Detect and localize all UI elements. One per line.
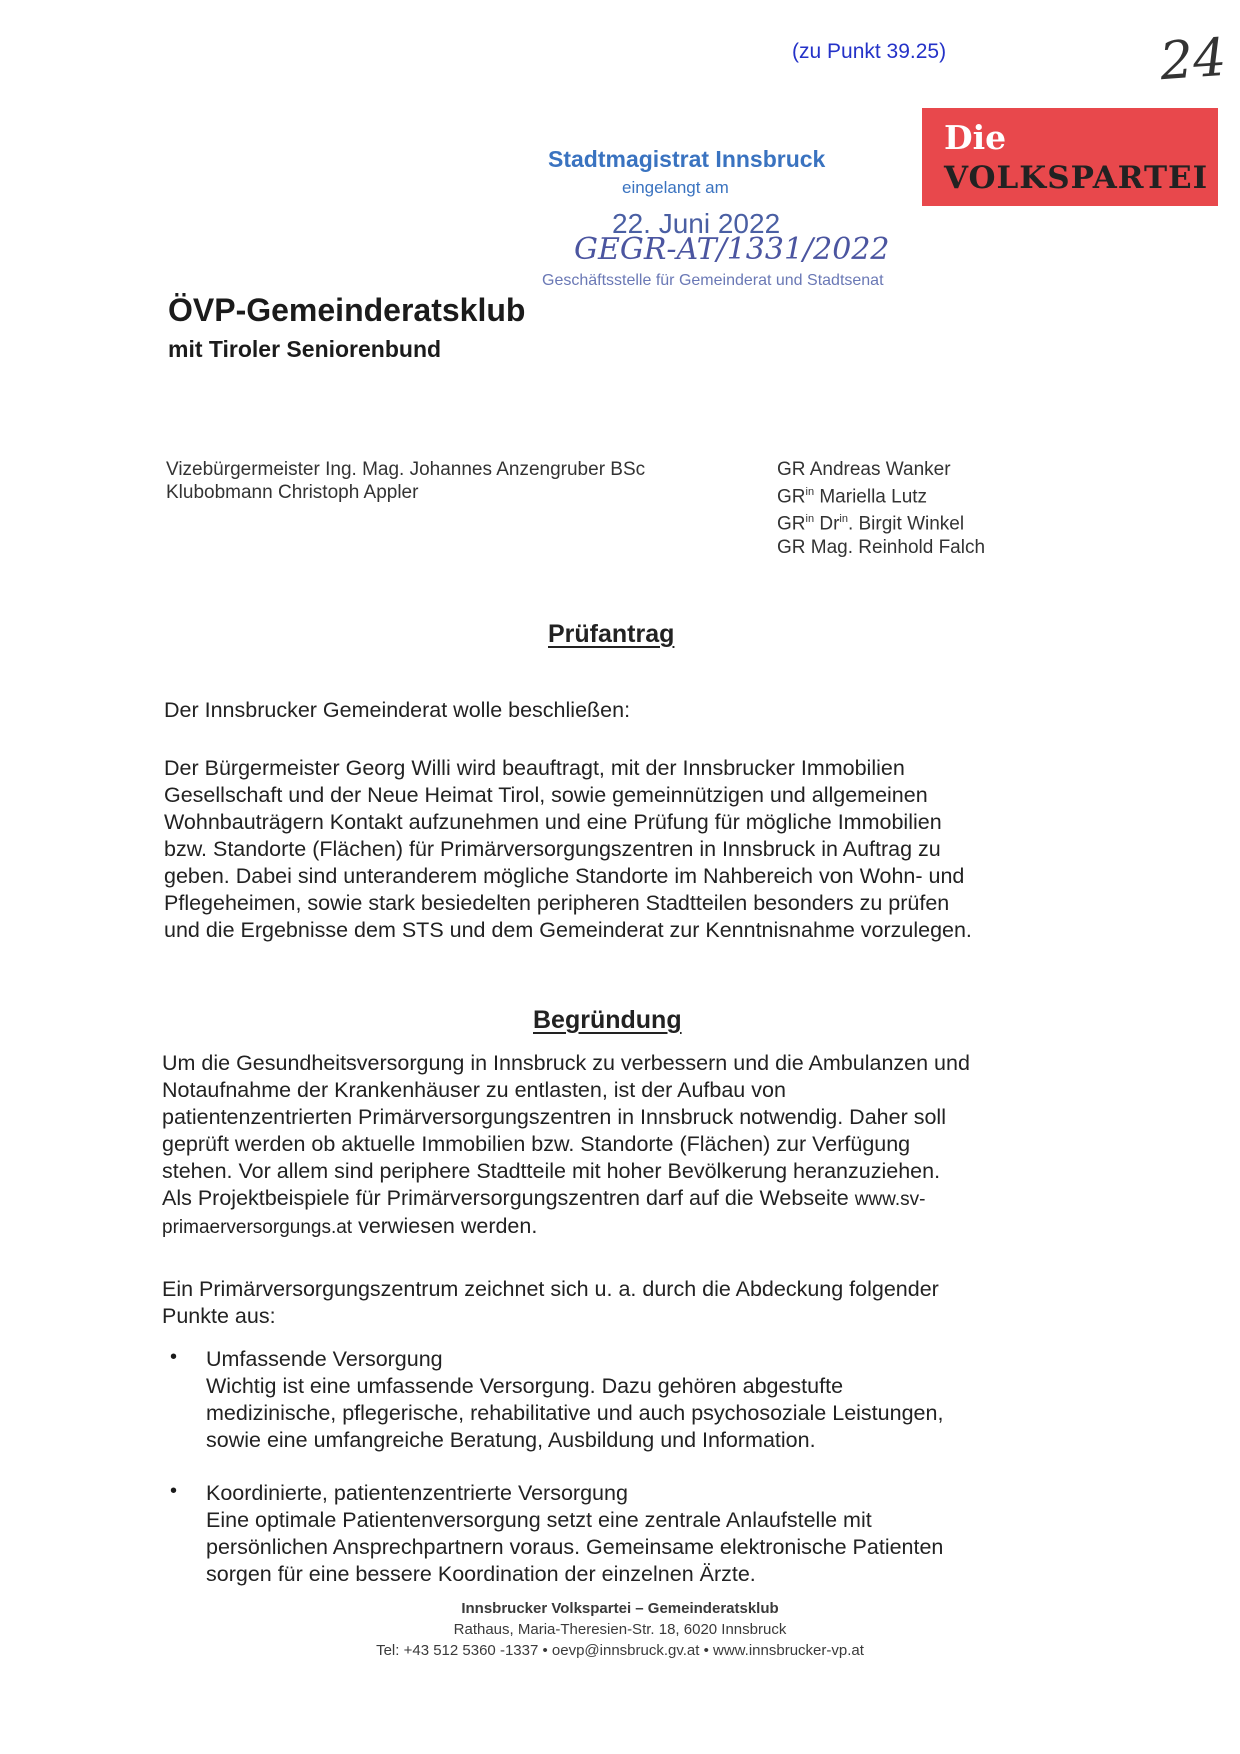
agenda-reference: (zu Punkt 39.25) <box>792 40 947 63</box>
text-line: Pflegeheimen, sowie stark besiedelten peripheren Stadtteilen besonders zu prüfen <box>164 891 950 915</box>
bullet-icon: • <box>170 1480 178 1502</box>
text-line: Punkte aus: <box>162 1304 276 1328</box>
list-intro <box>162 1276 1062 1330</box>
stamp-file-number: GEGR-AT/1331/2022 <box>574 232 890 267</box>
text-line: Der Bürgermeister Georg Willi wird beauftragt, mit der Innsbrucker Immobilien <box>164 756 905 780</box>
logo-line-2: VOLKSPARTEI <box>944 160 1209 196</box>
text-line: bzw. Standorte (Flächen) für Primärversorgungszentren in Innsbruck in Auftrag zu <box>164 837 941 861</box>
stamp-received-label: eingelangt am <box>622 178 729 197</box>
footer-contact: Tel: +43 512 5360 -1337 • oevp@innsbruck.gv.at • www.innsbrucker-vp.at <box>376 1642 864 1659</box>
signatory: Klubobmann Christoph Appler <box>166 482 419 503</box>
text-line: primaerversorgungs.at verwiesen werden. <box>162 1214 538 1238</box>
logo-line-1: Die <box>944 118 1007 157</box>
signatories-right <box>777 458 985 559</box>
text-line: Eine optimale Patientenversorgung setzt eine zentrale Anlaufstelle mit <box>206 1508 872 1532</box>
signatory: Vizebürgermeister Ing. Mag. Johannes Anzengruber BSc <box>166 459 646 480</box>
motion-title: Prüfantrag <box>548 620 675 648</box>
motion-body <box>164 755 1084 944</box>
motion-intro: Der Innsbrucker Gemeinderat wolle beschließen: <box>164 698 631 722</box>
signatory: $GR^{in}$ Mariella Lutz <box>777 486 928 508</box>
bullet-icon: • <box>170 1346 178 1368</box>
stamp-organisation: Stadtmagistrat Innsbruck <box>548 146 826 172</box>
text-line: sowie eine umfangreiche Beratung, Ausbildung und Information. <box>206 1428 816 1452</box>
text-line: Wohnbauträgern Kontakt aufzunehmen und eine Prüfung für mögliche Immobilien <box>164 810 942 834</box>
website-link[interactable]: primaerversorgungs.at <box>162 1217 353 1238</box>
text-line: geprüft werden ob aktuelle Immobilien bzw. Standorte (Flächen) zur Verfügung <box>162 1132 911 1156</box>
text-line: Als Projektbeispiele für Primärversorgungszentren darf auf die Webseite www.sv- <box>162 1186 926 1210</box>
page-footer <box>0 1598 1240 1661</box>
text-line: sorgen für eine bessere Koordination der einzelnen Ärzte. <box>206 1562 756 1586</box>
party-logo <box>922 108 1218 206</box>
club-subtitle: mit Tiroler Seniorenbund <box>168 336 442 362</box>
text-line: Notaufnahme der Krankenhäuser zu entlasten, ist der Aufbau von <box>162 1078 786 1102</box>
text-line: Um die Gesundheitsversorgung in Innsbruck zu verbessern und die Ambulanzen und <box>162 1051 970 1075</box>
signatory: $GR^{in}$ $Dr^{in}$. Birgit Winkel <box>777 513 965 535</box>
club-name: ÖVP-Gemeinderatsklub <box>168 292 526 328</box>
footer-address: Rathaus, Maria-Theresien-Str. 18, 6020 Innsbruck <box>453 1621 787 1638</box>
list-item-heading: Umfassende Versorgung <box>206 1347 443 1371</box>
handwritten-page-number: 24 <box>1157 27 1229 93</box>
footer-org: Innsbrucker Volkspartei – Gemeinderatsklub <box>461 1600 779 1617</box>
text-line: Wichtig ist eine umfassende Versorgung. Dazu gehören abgestufte <box>206 1374 844 1398</box>
text-line: Gesellschaft und der Neue Heimat Tirol, sowie gemeinnützigen und allgemeinen <box>164 783 928 807</box>
stamp-office: Geschäftsstelle für Gemeinderat und Stadtsenat <box>542 272 884 289</box>
text-line: persönlichen Ansprechpartnern voraus. Gemeinsame elektronische Patienten <box>206 1535 944 1559</box>
signatory: GR Mag. Reinhold Falch <box>777 536 986 558</box>
text-line: und die Ergebnisse dem STS und dem Gemeinderat zur Kenntnisnahme vorzulegen. <box>164 918 972 942</box>
reasoning-body <box>162 1050 1097 1241</box>
list-item-heading: Koordinierte, patientenzentrierte Versorgung <box>206 1481 628 1505</box>
text-line: stehen. Vor allem sind periphere Stadtteile mit hoher Bevölkerung heranzuziehen. <box>162 1159 941 1183</box>
signatories-left <box>166 458 645 504</box>
text-line: patientenzentrierten Primärversorgungszentren in Innsbruck notwendig. Daher soll <box>162 1105 946 1129</box>
signatory: GR Andreas Wanker <box>777 459 951 480</box>
stamp-date: 22. Juni 2022 <box>612 208 781 239</box>
text-line: geben. Dabei sind unteranderem mögliche Standorte im Nahbereich von Wohn- und <box>164 864 965 888</box>
reasoning-title: Begründung <box>533 1006 682 1034</box>
list-item <box>206 1480 1106 1588</box>
text-line: medizinische, pflegerische, rehabilitative und auch psychosoziale Leistungen, <box>206 1401 944 1425</box>
website-link[interactable]: www.sv- <box>854 1189 926 1210</box>
text-line: Ein Primärversorgungszentrum zeichnet sich u. a. durch die Abdeckung folgender <box>162 1277 939 1301</box>
list-item <box>206 1346 1106 1454</box>
